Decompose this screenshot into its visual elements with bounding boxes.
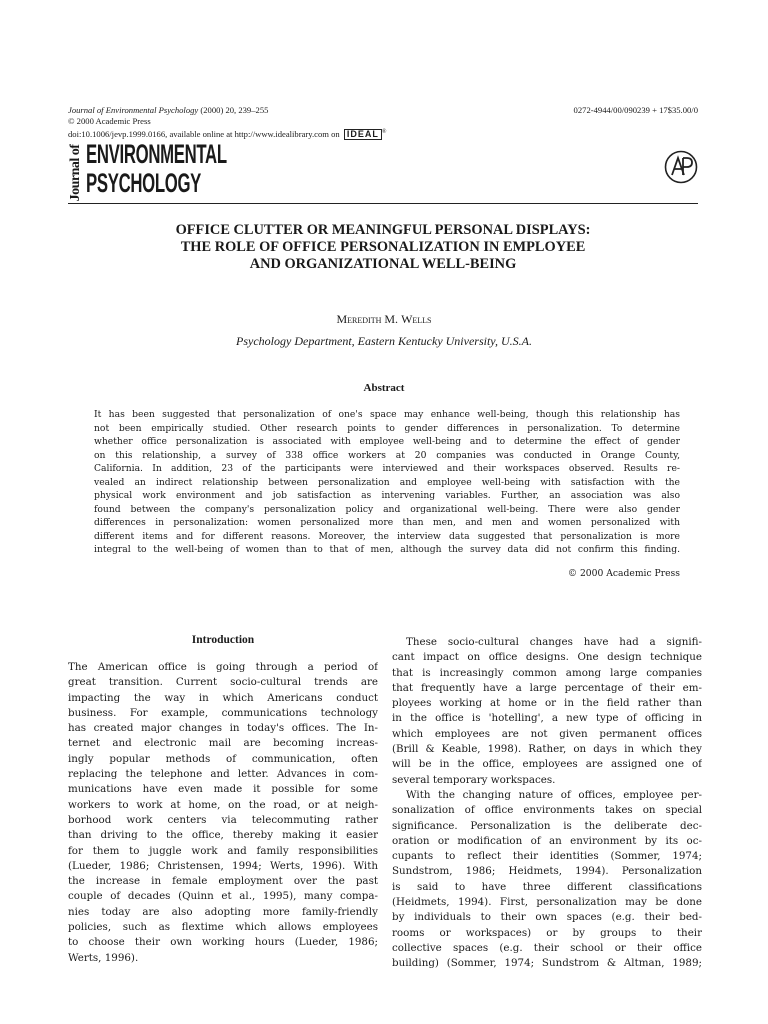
body-line: ployees working at home or in the field rather than xyxy=(392,697,702,710)
body-line: The American office is going through a period of xyxy=(68,661,378,673)
abstract-body xyxy=(94,408,680,557)
abstract-line: California. In addition, 23 of the participants were interviewed and their workspaces observed. Results re- xyxy=(94,463,680,474)
body-line: cant impact on office designs. One design technique xyxy=(392,651,702,664)
body-line: that frequently have a large percentage of their em- xyxy=(392,681,702,694)
body-line: several temporary workspaces. xyxy=(392,773,556,786)
abstract-line: It has been suggested that personalization of one's space may enhance well-being, though this relationship has xyxy=(94,409,680,420)
abstract-copyright: © 2000 Academic Press xyxy=(567,568,680,579)
abstract-line: physical work environment and job satisfaction as intervening variables. Further, an association was also xyxy=(94,490,680,501)
body-line: for them to juggle work and family responsibilities xyxy=(68,844,378,857)
article-code: 0272-4944/00/090239 + 17$35.00/0 xyxy=(573,105,698,115)
abstract-line: found between the company's personalization policy and organizational well-being. There were also gender xyxy=(94,503,680,515)
body-line: which employees are not given permanent offices xyxy=(392,727,702,740)
body-line: impacting the way in which Americans conduct xyxy=(68,691,378,704)
journal-logo-line2: PSYCHOLOGY xyxy=(86,168,202,198)
body-line: business. For example, communications technology xyxy=(68,706,378,719)
body-line: workers to work at home, on the road, or at neigh- xyxy=(68,798,378,811)
body-line: policies, such as flextime which allows employees xyxy=(68,921,378,934)
body-line: the increase in female employment over the past xyxy=(68,875,378,888)
journal-name: Journal of Environmental Psychology xyxy=(68,105,199,115)
author-first: Meredith xyxy=(336,312,382,326)
abstract-line: whether office personalization is associated with employee well-being and to determine the effect of gender xyxy=(94,436,680,447)
abstract-line: integral to the well-being of women than to that of men, although the survey data did not confirm this finding. xyxy=(94,544,680,555)
body-line: great transition. Current socio-cultural trends are xyxy=(68,676,378,689)
ideal-logo: IDEAL xyxy=(344,129,382,140)
copyright-line: © 2000 Academic Press xyxy=(68,116,151,126)
introduction-heading: Introduction xyxy=(191,634,255,646)
body-line: oration or modification of an environment by its oc- xyxy=(392,834,702,847)
ap-logo-icon xyxy=(664,150,698,184)
body-line: (Brill & Keable, 1998). Rather, on days in which they xyxy=(392,743,702,756)
masthead-rule xyxy=(68,203,698,204)
citation: (2000) 20, 239–255 xyxy=(200,105,269,115)
abstract-line: on this relationship, a survey of 338 office workers at 20 companies was conducted in Orange County, xyxy=(94,449,680,461)
abstract-heading: Abstract xyxy=(363,382,405,394)
author-affiliation: Psychology Department, Eastern Kentucky University, U.S.A. xyxy=(236,334,532,348)
body-line: will be in the office, employees are assigned one of xyxy=(392,758,702,771)
abstract-line: different items and for different reasons. Moreover, the interview data suggested that personalization is more xyxy=(94,530,680,542)
body-line: sonalization of office environments takes on special xyxy=(392,804,702,817)
body-line: in the office is 'hotelling', a new type of officing in xyxy=(392,712,702,725)
body-line: building) (Sommer, 1974; Sundstrom & Altman, 1989; xyxy=(392,957,702,970)
body-line: collective spaces (e.g. their school or their office xyxy=(392,941,702,954)
title-line: AND ORGANIZATIONAL WELL-BEING xyxy=(249,256,517,272)
body-line: is said to have three different classifications xyxy=(392,880,702,893)
journal-logo-line1: ENVIRONMENTAL xyxy=(86,139,227,169)
title-line: THE ROLE OF OFFICE PERSONALIZATION IN EMPLOYEE xyxy=(180,239,586,255)
body-line: replacing the telephone and letter. Advances in com- xyxy=(68,768,378,781)
body-line: to choose their own working hours (Lueder, 1986; xyxy=(68,936,378,949)
body-line: than driving to the office, thereby making it easier xyxy=(68,829,378,842)
article-title xyxy=(68,222,698,273)
abstract-line: vealed an indirect relationship between personalization and employee well-being with satisfaction with the xyxy=(94,476,680,488)
body-line: cupants to reflect their identities (Sommer, 1974; xyxy=(392,850,702,863)
body-line: (Heidmets, 1994). First, personalization may be done xyxy=(392,896,702,909)
body-line: by individuals to their own spaces (e.g. their bed- xyxy=(392,911,702,924)
body-line: nies today are also adopting more family-friendly xyxy=(68,905,378,918)
registered-mark: ® xyxy=(381,129,387,135)
author-last: Wells xyxy=(401,312,432,326)
body-line: munications have even made it possible for some xyxy=(68,783,378,796)
body-line: These socio-cultural changes have had a signifi- xyxy=(406,636,702,648)
journal-logo-vertical: Journal of xyxy=(68,144,83,202)
body-line: couple of decades (Quinn et al., 1995), many compa- xyxy=(68,890,378,903)
body-line: has created major changes in today's offices. The In- xyxy=(68,722,378,735)
body-line: borhood work centers via telecommuting rather xyxy=(68,813,378,826)
author-middle: M. xyxy=(381,312,402,326)
journal-citation-block xyxy=(68,105,488,140)
body-line: significance. Personalization is the deliberate dec- xyxy=(392,819,702,832)
body-line: With the changing nature of offices, employee per- xyxy=(406,788,702,801)
author-name xyxy=(0,312,768,327)
body-line: that is increasingly common among large companies xyxy=(392,666,702,679)
body-line: ingly popular methods of communication, often xyxy=(68,752,378,765)
abstract-line: not been empirically studied. Other research points to gender differences in personalization. To determine xyxy=(94,422,680,434)
body-line: rooms or workspaces) or by groups to their xyxy=(392,926,702,939)
journal-logo xyxy=(68,140,248,206)
body-line: (Lueder, 1986; Christensen, 1994; Werts, 1996). With xyxy=(68,859,378,872)
title-line: OFFICE CLUTTER OR MEANINGFUL PERSONAL DISPLAYS: xyxy=(175,222,591,238)
body-line: ternet and electronic mail are becoming increas- xyxy=(68,737,378,750)
abstract-line: differences in personalization: women personalized more than men, and men and women personalized with xyxy=(94,517,680,528)
left-column xyxy=(68,660,378,966)
body-line: Werts, 1996). xyxy=(68,951,139,964)
right-column xyxy=(392,635,702,972)
body-line: Sundstrom, 1986; Heidmets, 1994). Personalization xyxy=(392,865,702,878)
doi-line: doi:10.1006/jevp.1999.0166, available online at http://www.idealibrary.com on xyxy=(68,128,340,139)
